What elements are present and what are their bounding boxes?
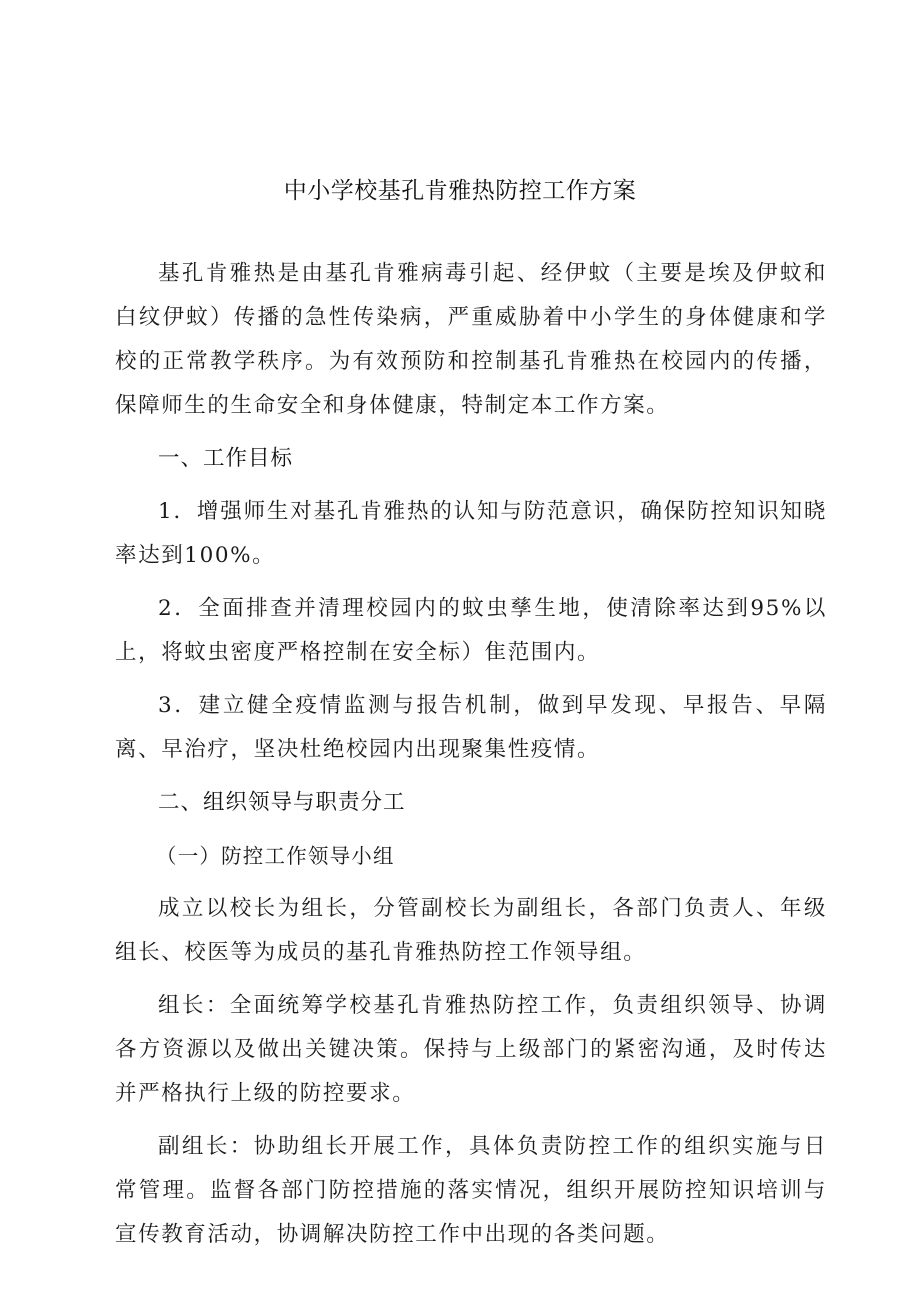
goal-item-2: 2．全面排查并清理校园内的蚊虫孳生地，使清除率达到95%以上，将蚊虫密度严格控制在安全标）隹范围内。 (115, 596, 827, 665)
org-paragraph-1: 成立以校长为组长，分管副校长为副组长，各部门负责人、年级组长、校医等为成员的基孔肯雅热防控工作领导组。 (115, 896, 827, 965)
subsection-heading-leadership-group: （一）防控工作领导小组 (156, 844, 395, 868)
document-title: 中小学校基孔肯雅热防控工作方案 (283, 178, 637, 204)
document-body (115, 252, 827, 1266)
goal-item-3: 3．建立健全疫情监测与报告机制，做到早发现、早报告、早隔离、早治疗，坚决杜绝校园内出现聚集性疫情。 (115, 693, 827, 762)
org-paragraph-leader: 组长：全面统筹学校基孔肯雅热防控工作，负责组织领导、协调各方资源以及做出关键决策。保持与上级部门的紧密沟通，及时传达并严格执行上级的防控要求。 (115, 993, 827, 1106)
org-paragraph-deputy-leader: 副组长：协助组长开展工作，具体负责防控工作的组织实施与日常管理。监督各部门防控措施的落实情况，组织开展防控知识培训与宣传教育活动，协调解决防控工作中出现的各类问题。 (115, 1134, 827, 1247)
section-heading-goals: 一、工作目标 (158, 446, 294, 471)
intro-paragraph: 基孔肯雅热是由基孔肯雅病毒引起、经伊蚊（主要是埃及伊蚊和白纹伊蚊）传播的急性传染病，严重威胁着中小学生的身体健康和学校的正常教学秩序。为有效预防和控制基孔肯雅热在校园内的传播，保障师生的生命安全和身体健康，特制定本工作方案。 (115, 261, 827, 418)
goal-item-1: 1．增强师生对基孔肯雅热的认知与防范意识，确保防控知识知晓率达到100%。 (115, 499, 827, 568)
section-heading-organization: 二、组织领导与职责分工 (158, 790, 406, 815)
